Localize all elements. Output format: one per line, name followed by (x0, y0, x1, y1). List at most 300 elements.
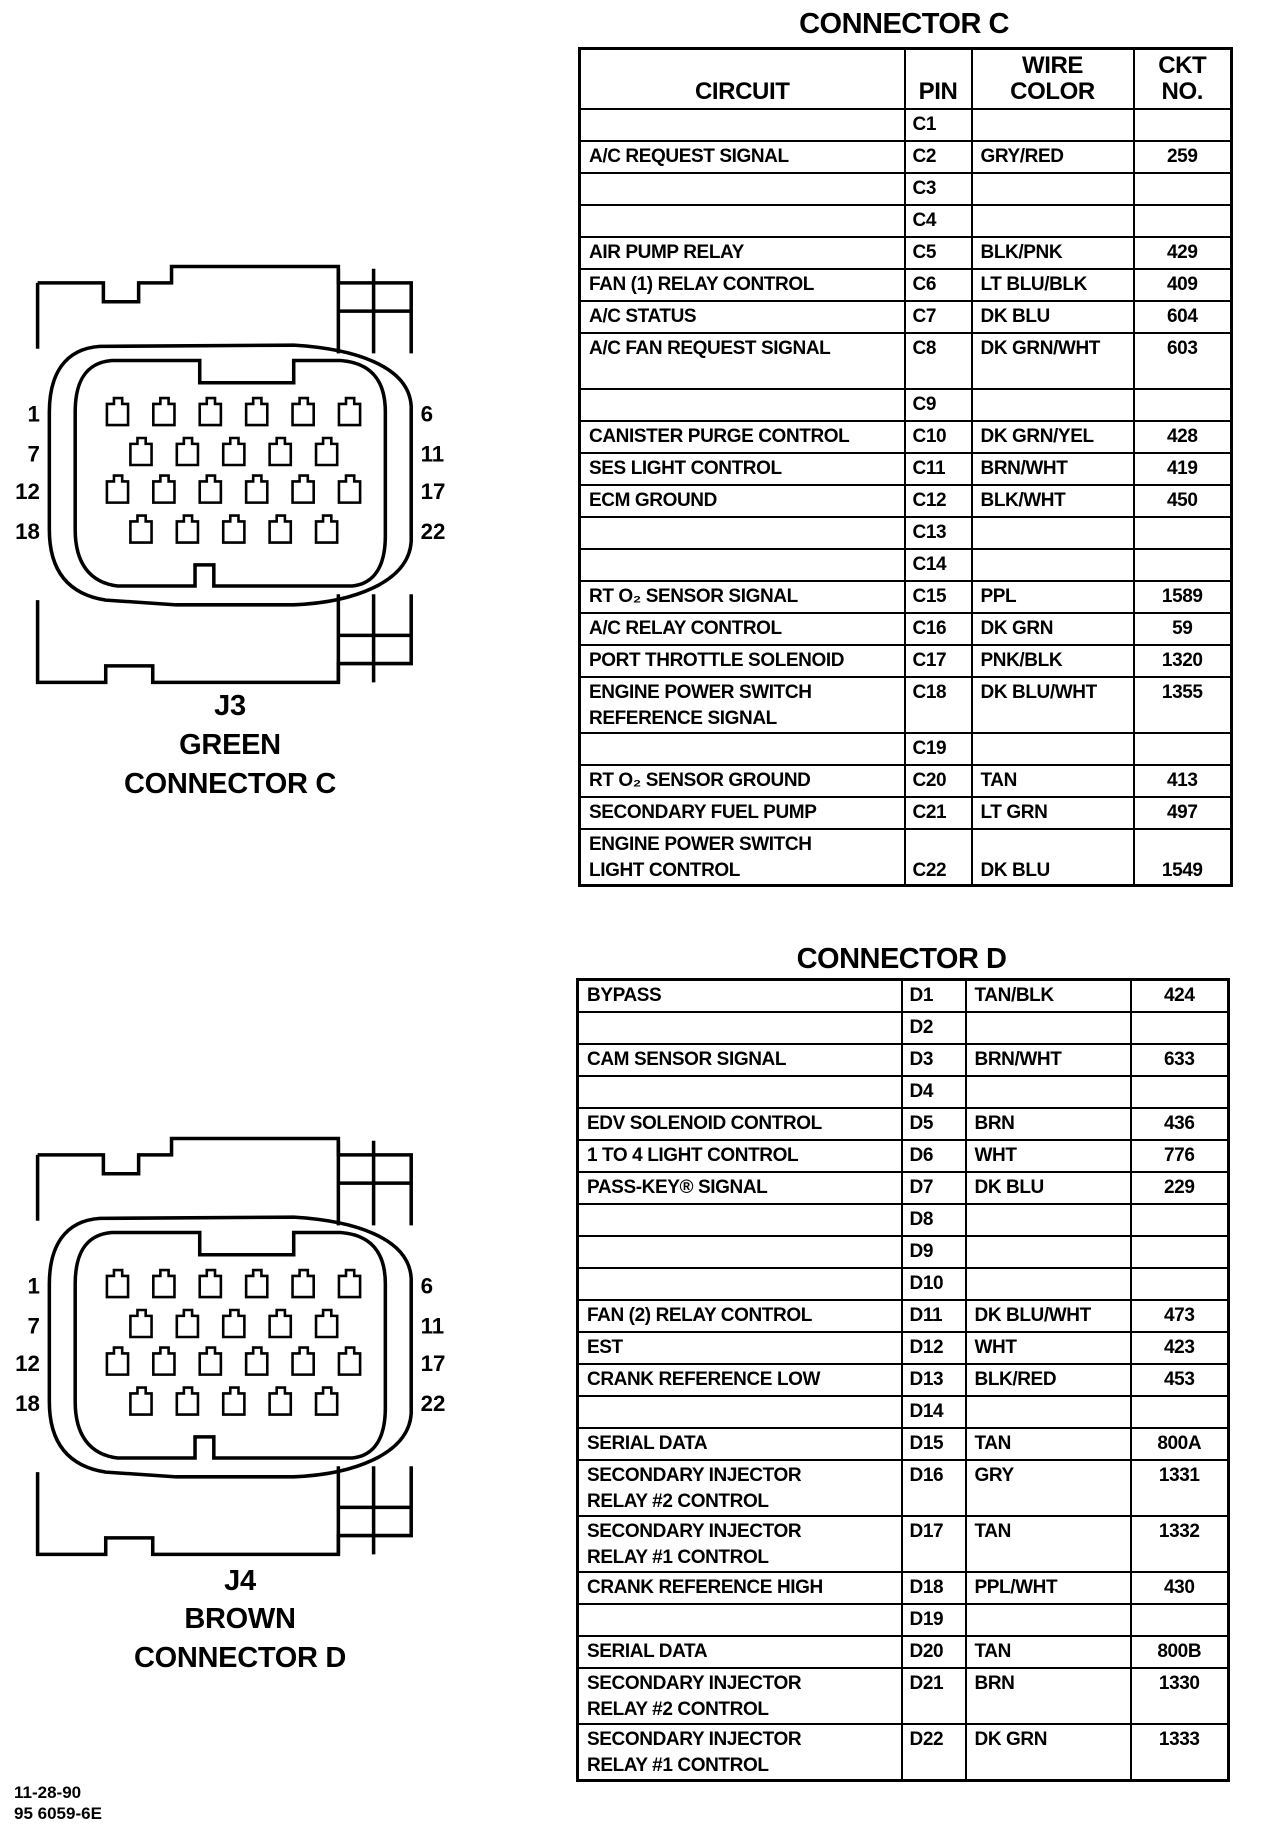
pin-cell: C5 (905, 237, 972, 269)
ckt-no-cell (1131, 1396, 1229, 1428)
pin-cell: D19 (902, 1604, 966, 1636)
pin-cell: C11 (905, 453, 972, 485)
pin-cell: D2 (902, 1012, 966, 1044)
wire-color-cell: DK GRN/YEL (972, 421, 1134, 453)
pin-number-label: 1 (27, 401, 40, 427)
wire-color-cell: DK BLU/WHT (966, 1300, 1131, 1332)
table-row (580, 797, 1232, 829)
table-row (578, 1724, 1229, 1781)
pin-terminal (153, 398, 174, 425)
connector-c-table (578, 47, 1233, 887)
pin-terminal (339, 476, 360, 503)
header-pin: PIN (905, 49, 972, 109)
circuit-cell (578, 1236, 902, 1268)
wire-color-cell: BLK/RED (966, 1364, 1131, 1396)
wire-color-cell: PPL (972, 581, 1134, 613)
pin-terminal (293, 1270, 314, 1297)
pin-cell: D10 (902, 1268, 966, 1300)
circuit-cell: CAM SENSOR SIGNAL (578, 1044, 902, 1076)
wire-color-cell: DK GRN (972, 613, 1134, 645)
pin-cell: D8 (902, 1204, 966, 1236)
table-row (578, 1108, 1229, 1140)
pin-cell: D14 (902, 1396, 966, 1428)
table-row (578, 1572, 1229, 1604)
circuit-cell (580, 173, 905, 205)
circuit-cell (578, 1604, 902, 1636)
connector-inner-face (75, 1232, 385, 1458)
ckt-no-cell: 603 (1134, 333, 1232, 389)
ckt-no-cell: 429 (1134, 237, 1232, 269)
wire-color-cell (972, 109, 1134, 141)
pin-terminal (223, 1388, 244, 1415)
table-header-row (580, 49, 1232, 109)
ckt-no-cell: 259 (1134, 141, 1232, 173)
circuit-cell (578, 1012, 902, 1044)
wire-color-cell: LT GRN (972, 797, 1134, 829)
wire-color-cell: DK GRN/WHT (972, 333, 1134, 389)
wire-color-cell (966, 1604, 1131, 1636)
pin-cell: C3 (905, 173, 972, 205)
table-row (580, 389, 1232, 421)
wire-color-cell (972, 733, 1134, 765)
ckt-no-cell: 604 (1134, 301, 1232, 333)
pin-terminal (293, 1348, 314, 1375)
wire-color-cell (972, 205, 1134, 237)
pin-cell: D11 (902, 1300, 966, 1332)
ckt-no-cell: 473 (1131, 1300, 1229, 1332)
circuit-cell: SERIAL DATA (578, 1428, 902, 1460)
circuit-cell: SECONDARY INJECTOR RELAY #1 CONTROL (578, 1724, 902, 1781)
wire-color-cell: PNK/BLK (972, 645, 1134, 677)
wire-color-cell: TAN (966, 1516, 1131, 1572)
ckt-no-cell (1131, 1012, 1229, 1044)
table-row (578, 980, 1229, 1012)
table-row (578, 1604, 1229, 1636)
table-row (580, 109, 1232, 141)
ckt-no-cell: 436 (1131, 1108, 1229, 1140)
ckt-no-cell: 800B (1131, 1636, 1229, 1668)
wire-color-cell: BRN (966, 1108, 1131, 1140)
circuit-cell: CRANK REFERENCE LOW (578, 1364, 902, 1396)
ckt-no-cell (1134, 733, 1232, 765)
table-row (578, 1516, 1229, 1572)
ckt-no-cell (1131, 1604, 1229, 1636)
wire-color-cell (972, 173, 1134, 205)
pin-number-label: 18 (15, 519, 40, 545)
pin-number-label: 17 (420, 1351, 446, 1377)
wire-color-cell: DK BLU (966, 1172, 1131, 1204)
table-row (580, 333, 1232, 389)
pin-cell: C6 (905, 269, 972, 301)
wire-color-cell: BRN (966, 1668, 1131, 1724)
wire-color-cell: DK BLU (972, 829, 1134, 886)
circuit-cell: A/C REQUEST SIGNAL (580, 141, 905, 173)
j3-color-label: GREEN (179, 729, 281, 761)
ckt-no-cell: 800A (1131, 1428, 1229, 1460)
table-row (578, 1044, 1229, 1076)
ckt-no-cell: 1330 (1131, 1668, 1229, 1724)
circuit-cell: FAN (2) RELAY CONTROL (578, 1300, 902, 1332)
ckt-no-cell: 428 (1134, 421, 1232, 453)
circuit-cell: BYPASS (578, 980, 902, 1012)
pin-cell: C4 (905, 205, 972, 237)
ckt-no-cell: 413 (1134, 765, 1232, 797)
pin-terminal (339, 1348, 360, 1375)
circuit-cell: EST (578, 1332, 902, 1364)
connector-d-title: CONNECTOR D (796, 943, 1007, 975)
ckt-no-cell: 450 (1134, 485, 1232, 517)
ckt-no-cell: 59 (1134, 613, 1232, 645)
ckt-no-cell (1134, 549, 1232, 581)
circuit-cell (580, 205, 905, 237)
connector-c-rows (580, 109, 1232, 886)
pin-cell: D5 (902, 1108, 966, 1140)
wire-color-cell: TAN/BLK (966, 980, 1131, 1012)
pin-cell: D3 (902, 1044, 966, 1076)
table-row (580, 613, 1232, 645)
pin-cell: D7 (902, 1172, 966, 1204)
table-row (580, 237, 1232, 269)
table-row (578, 1140, 1229, 1172)
pin-terminal (270, 1388, 291, 1415)
pin-cell: D20 (902, 1636, 966, 1668)
pin-terminal (200, 1348, 221, 1375)
ckt-no-cell: 430 (1131, 1572, 1229, 1604)
wire-color-cell: GRY/RED (972, 141, 1134, 173)
wire-color-cell: BLK/PNK (972, 237, 1134, 269)
wire-color-cell (972, 389, 1134, 421)
pin-cell: D12 (902, 1332, 966, 1364)
pin-number-label: 6 (420, 401, 434, 427)
wire-color-cell: DK GRN (966, 1724, 1131, 1781)
connector-c-title: CONNECTOR C (799, 8, 1009, 40)
table-row (580, 421, 1232, 453)
pin-cell: C13 (905, 517, 972, 549)
pin-number-label: 6 (420, 1273, 434, 1299)
table-row (580, 269, 1232, 301)
ckt-no-cell (1134, 173, 1232, 205)
pin-cell: D6 (902, 1140, 966, 1172)
ckt-no-cell: 229 (1131, 1172, 1229, 1204)
table-row (580, 581, 1232, 613)
pin-terminal (223, 516, 244, 543)
ckt-no-cell: 1333 (1131, 1724, 1229, 1781)
table-row (578, 1204, 1229, 1236)
table-row (580, 453, 1232, 485)
wire-color-cell: WHT (966, 1332, 1131, 1364)
table-row (578, 1332, 1229, 1364)
wire-color-cell (966, 1236, 1131, 1268)
table-row (578, 1396, 1229, 1428)
pin-number-label: 22 (420, 519, 446, 545)
circuit-cell (580, 549, 905, 581)
table-row (580, 173, 1232, 205)
pin-terminal (293, 398, 314, 425)
table-row (578, 1428, 1229, 1460)
table-row (578, 1012, 1229, 1044)
pin-cell: C15 (905, 581, 972, 613)
circuit-cell: SECONDARY INJECTOR RELAY #1 CONTROL (578, 1516, 902, 1572)
pin-terminal (107, 476, 128, 503)
pin-terminal (223, 1310, 244, 1337)
ckt-no-cell (1131, 1076, 1229, 1108)
pin-terminal (270, 516, 291, 543)
table-row (578, 1364, 1229, 1396)
table-row (578, 1172, 1229, 1204)
pin-terminal (153, 476, 174, 503)
pin-terminal (223, 438, 244, 465)
footer-code: 95 6059-6E (14, 1804, 102, 1823)
wire-color-cell: DK BLU (972, 301, 1134, 333)
table-row (580, 645, 1232, 677)
pin-terminal (200, 398, 221, 425)
wire-color-cell (966, 1396, 1131, 1428)
ckt-no-cell: 423 (1131, 1332, 1229, 1364)
pin-terminal (200, 1270, 221, 1297)
wire-color-cell (966, 1268, 1131, 1300)
pin-cell: D1 (902, 980, 966, 1012)
table-row (578, 1636, 1229, 1668)
circuit-cell (580, 389, 905, 421)
ckt-no-cell: 1332 (1131, 1516, 1229, 1572)
circuit-cell (578, 1268, 902, 1300)
circuit-cell: SES LIGHT CONTROL (580, 453, 905, 485)
circuit-cell: A/C FAN REQUEST SIGNAL (580, 333, 905, 389)
j4-color-label: BROWN (184, 1603, 296, 1635)
table-row (578, 1300, 1229, 1332)
pin-cell: D18 (902, 1572, 966, 1604)
wire-color-cell: BRN/WHT (972, 453, 1134, 485)
table-row (580, 485, 1232, 517)
pin-terminal (270, 438, 291, 465)
ckt-no-cell: 1331 (1131, 1460, 1229, 1516)
wire-color-cell: BRN/WHT (966, 1044, 1131, 1076)
pin-number-label: 17 (420, 479, 446, 505)
pin-cell: C12 (905, 485, 972, 517)
header-ckt-no: CKT NO. (1134, 49, 1232, 109)
pin-terminal (316, 1310, 337, 1337)
pin-number-label: 18 (15, 1391, 40, 1417)
pin-terminal (153, 1348, 174, 1375)
pin-terminal (316, 438, 337, 465)
circuit-cell: AIR PUMP RELAY (580, 237, 905, 269)
connector-d-table (576, 978, 1230, 1782)
circuit-cell (578, 1076, 902, 1108)
table-row (578, 1236, 1229, 1268)
footer (14, 1782, 102, 1824)
ckt-no-cell (1134, 205, 1232, 237)
pin-terminal (339, 398, 360, 425)
table-row (578, 1076, 1229, 1108)
ckt-no-cell (1131, 1268, 1229, 1300)
circuit-cell: PASS-KEY® SIGNAL (578, 1172, 902, 1204)
pin-cell: D15 (902, 1428, 966, 1460)
wire-color-cell: PPL/WHT (966, 1572, 1131, 1604)
connector-d-rows (578, 980, 1229, 1781)
wire-color-cell: LT BLU/BLK (972, 269, 1134, 301)
pin-number-label: 7 (27, 1313, 40, 1339)
pin-cell: C2 (905, 141, 972, 173)
wire-color-cell (972, 517, 1134, 549)
pin-cell: C14 (905, 549, 972, 581)
pin-number-label: 12 (15, 479, 40, 505)
pin-number-label: 1 (27, 1273, 40, 1299)
table-row (580, 205, 1232, 237)
ckt-no-cell (1134, 517, 1232, 549)
ckt-no-cell (1134, 389, 1232, 421)
pin-terminal (200, 476, 221, 503)
pin-cell: C1 (905, 109, 972, 141)
wire-color-cell: TAN (972, 765, 1134, 797)
pin-number-label: 11 (420, 441, 445, 467)
pin-terminal (107, 1348, 128, 1375)
pin-number-label: 12 (15, 1351, 40, 1377)
ckt-no-cell: 1589 (1134, 581, 1232, 613)
pin-terminal (270, 1310, 291, 1337)
pin-cell: D16 (902, 1460, 966, 1516)
j3-id-label: J3 (214, 690, 246, 722)
circuit-cell: SECONDARY INJECTOR RELAY #2 CONTROL (578, 1668, 902, 1724)
pin-cell: C8 (905, 333, 972, 389)
circuit-cell: EDV SOLENOID CONTROL (578, 1108, 902, 1140)
ckt-no-cell: 424 (1131, 980, 1229, 1012)
wire-color-cell (966, 1076, 1131, 1108)
pin-terminal (107, 1270, 128, 1297)
pin-terminal (246, 1270, 267, 1297)
pin-cell: D21 (902, 1668, 966, 1724)
circuit-cell: PORT THROTTLE SOLENOID (580, 645, 905, 677)
pin-terminal (130, 1388, 151, 1415)
pin-terminal (339, 1270, 360, 1297)
ckt-no-cell: 1355 (1134, 677, 1232, 733)
circuit-cell: 1 TO 4 LIGHT CONTROL (578, 1140, 902, 1172)
wire-color-cell (966, 1204, 1131, 1236)
pin-terminal (130, 438, 151, 465)
ckt-no-cell (1131, 1204, 1229, 1236)
pin-terminal (246, 398, 267, 425)
pin-cell: D13 (902, 1364, 966, 1396)
ckt-no-cell: 633 (1131, 1044, 1229, 1076)
ckt-no-cell: 409 (1134, 269, 1232, 301)
pin-terminal (177, 516, 198, 543)
wire-color-cell: WHT (966, 1140, 1131, 1172)
pin-number-label: 22 (420, 1391, 446, 1417)
wire-color-cell (966, 1012, 1131, 1044)
pin-terminal (246, 1348, 267, 1375)
pin-terminal (130, 1310, 151, 1337)
pin-number-label: 11 (420, 1313, 445, 1339)
wire-color-cell: BLK/WHT (972, 485, 1134, 517)
circuit-cell (578, 1396, 902, 1428)
pin-cell: C21 (905, 797, 972, 829)
ckt-no-cell: 1320 (1134, 645, 1232, 677)
pin-cell: C22 (905, 829, 972, 886)
pin-terminal (246, 476, 267, 503)
pin-cell: C17 (905, 645, 972, 677)
pin-terminal (177, 438, 198, 465)
j3-connector-label: CONNECTOR C (123, 768, 337, 800)
table-row (578, 1668, 1229, 1724)
table-row (580, 549, 1232, 581)
pin-cell: D4 (902, 1076, 966, 1108)
wire-color-cell: TAN (966, 1636, 1131, 1668)
table-row (580, 301, 1232, 333)
circuit-cell (580, 109, 905, 141)
circuit-cell: RT O₂ SENSOR SIGNAL (580, 581, 905, 613)
ckt-no-cell: 1549 (1134, 829, 1232, 886)
table-row (580, 677, 1232, 733)
circuit-cell: CRANK REFERENCE HIGH (578, 1572, 902, 1604)
table-row (580, 829, 1232, 886)
table-row (580, 141, 1232, 173)
pin-cell: D9 (902, 1236, 966, 1268)
circuit-cell: SERIAL DATA (578, 1636, 902, 1668)
pin-number-label: 7 (27, 441, 40, 467)
wire-color-cell: GRY (966, 1460, 1131, 1516)
pin-terminal (130, 516, 151, 543)
header-circuit: CIRCUIT (580, 49, 905, 109)
pin-cell: C19 (905, 733, 972, 765)
connector-inner-face (75, 360, 385, 586)
circuit-cell: ENGINE POWER SWITCH REFERENCE SIGNAL (580, 677, 905, 733)
circuit-cell: ENGINE POWER SWITCH LIGHT CONTROL (580, 829, 905, 886)
j3-connector-diagram (0, 250, 446, 700)
circuit-cell: A/C STATUS (580, 301, 905, 333)
pin-cell: C10 (905, 421, 972, 453)
ckt-no-cell (1134, 109, 1232, 141)
pin-terminal (177, 1310, 198, 1337)
pin-cell: C16 (905, 613, 972, 645)
circuit-cell: SECONDARY INJECTOR RELAY #2 CONTROL (578, 1460, 902, 1516)
circuit-cell: FAN (1) RELAY CONTROL (580, 269, 905, 301)
footer-date: 11-28-90 (14, 1783, 82, 1802)
circuit-cell (578, 1204, 902, 1236)
circuit-cell: A/C RELAY CONTROL (580, 613, 905, 645)
pin-terminal (107, 398, 128, 425)
wire-color-cell (972, 549, 1134, 581)
table-row (580, 733, 1232, 765)
pin-terminal (177, 1388, 198, 1415)
ckt-no-cell: 497 (1134, 797, 1232, 829)
pin-cell: C9 (905, 389, 972, 421)
circuit-cell: SECONDARY FUEL PUMP (580, 797, 905, 829)
ckt-no-cell: 419 (1134, 453, 1232, 485)
wire-color-cell: TAN (966, 1428, 1131, 1460)
pin-terminal (153, 1270, 174, 1297)
ckt-no-cell: 453 (1131, 1364, 1229, 1396)
circuit-cell: RT O₂ SENSOR GROUND (580, 765, 905, 797)
pin-cell: D22 (902, 1724, 966, 1781)
j4-connector-diagram (0, 1122, 446, 1572)
j4-connector-label: CONNECTOR D (133, 1642, 347, 1674)
circuit-cell: CANISTER PURGE CONTROL (580, 421, 905, 453)
table-row (578, 1268, 1229, 1300)
circuit-cell (580, 517, 905, 549)
table-row (578, 1460, 1229, 1516)
pin-terminal (293, 476, 314, 503)
header-wire-color: WIRE COLOR (972, 49, 1134, 109)
ckt-no-cell: 776 (1131, 1140, 1229, 1172)
pin-cell: D17 (902, 1516, 966, 1572)
pin-cell: C18 (905, 677, 972, 733)
pin-terminal (316, 516, 337, 543)
table-row (580, 765, 1232, 797)
pin-cell: C7 (905, 301, 972, 333)
circuit-cell (580, 733, 905, 765)
circuit-cell: ECM GROUND (580, 485, 905, 517)
pin-terminal (316, 1388, 337, 1415)
j4-id-label: J4 (224, 1565, 256, 1597)
